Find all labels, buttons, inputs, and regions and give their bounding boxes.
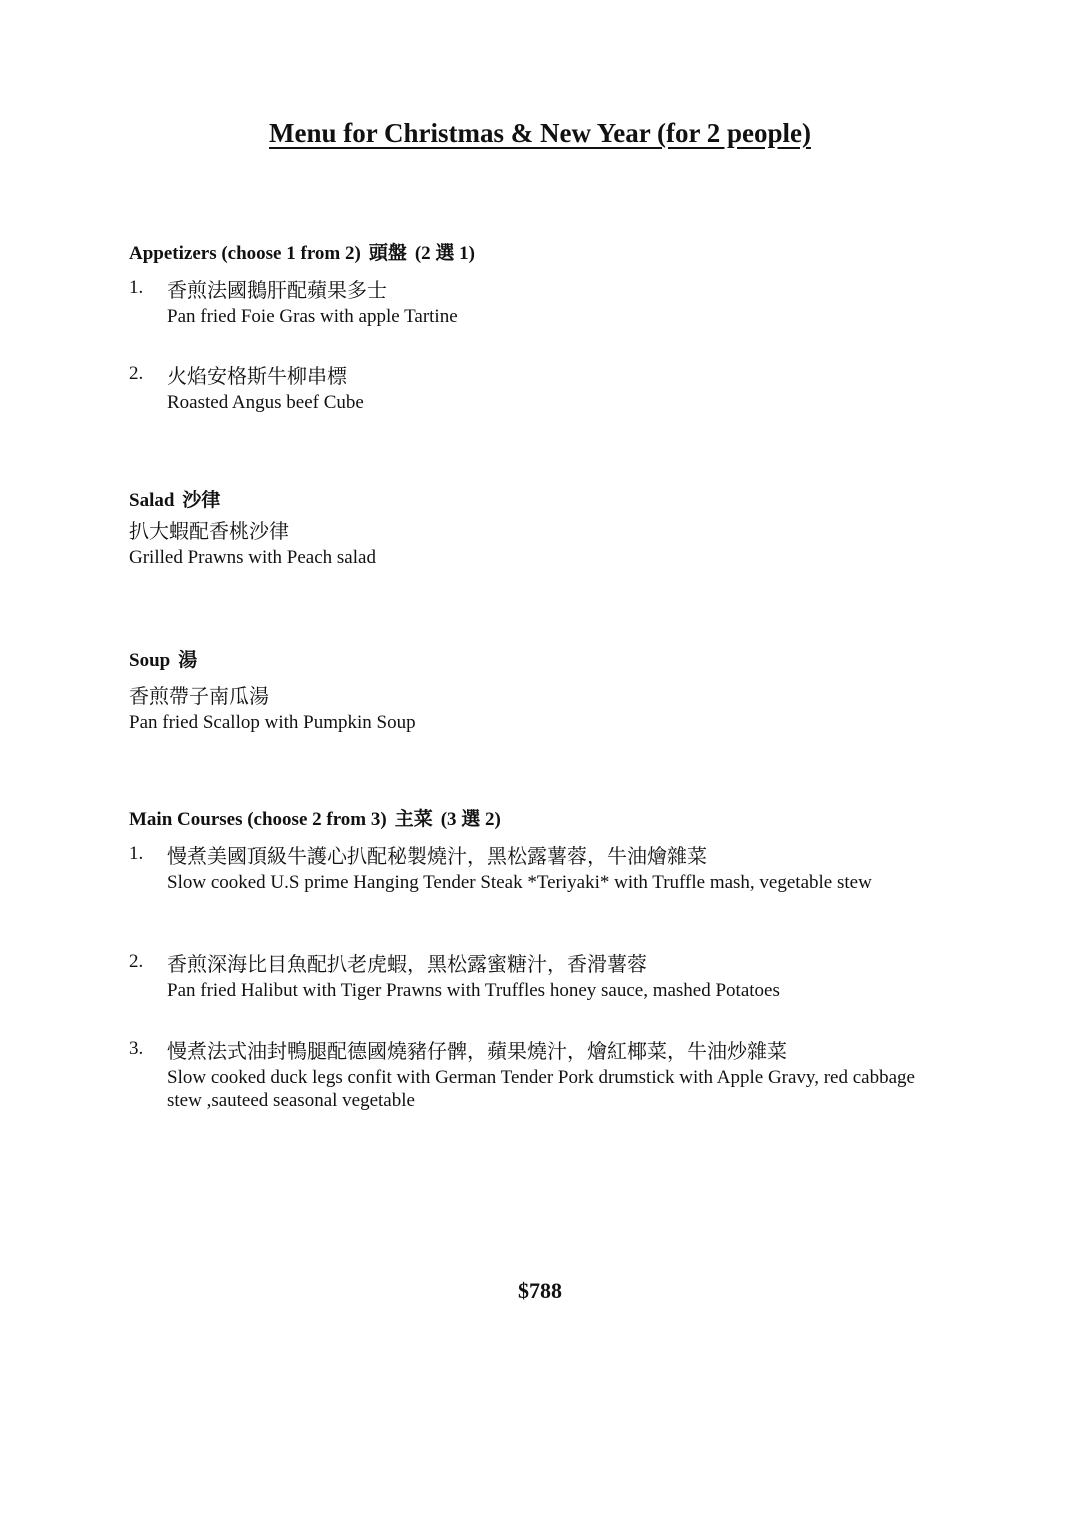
main-item-2 (129, 951, 949, 1002)
appetizers-heading-zh: 頭盤 (368, 243, 407, 264)
salad-item (129, 518, 949, 569)
item-name-en: Roasted Angus beef Cube (167, 392, 364, 413)
mains-heading-choice: (3 選 2) (440, 809, 501, 830)
appetizers-heading-en: Appetizers (choose 1 from 2) (129, 243, 361, 264)
item-name-zh: 扒大蝦配香桃沙律 (129, 521, 289, 543)
item-name-zh: 慢煮美國頂級牛護心扒配秘製燒汁，黑松露薯蓉，牛油燴雜菜 (167, 846, 707, 868)
item-name-en: Slow cooked duck legs confit with German Tender Pork drumstick with Apple Gravy, red cabbage stew ,sauteed seasonal vegetable (167, 1067, 915, 1111)
mains-heading (129, 804, 501, 831)
appetizer-item-2 (129, 363, 949, 414)
item-name-en: Pan fried Halibut with Tiger Prawns with Truffles honey sauce, mashed Potatoes (167, 980, 780, 1001)
soup-heading (129, 645, 197, 672)
menu-title: Menu for Christmas & New Year (for 2 people) (269, 118, 811, 148)
item-name-en: Pan fried Scallop with Pumpkin Soup (129, 712, 416, 733)
item-name-en: Slow cooked U.S prime Hanging Tender Steak *Teriyaki* with Truffle mash, vegetable stew (167, 872, 872, 893)
item-name-zh: 火焰安格斯牛柳串標 (167, 366, 347, 388)
soup-heading-en: Soup (129, 650, 171, 671)
appetizer-item-1 (129, 277, 949, 328)
item-number: 2. (129, 951, 144, 972)
item-name-zh: 香煎深海比目魚配扒老虎蝦，黑松露蜜糖汁，香滑薯蓉 (167, 954, 647, 976)
item-number: 2. (129, 363, 144, 384)
item-number: 1. (129, 277, 144, 298)
item-number: 1. (129, 843, 144, 864)
salad-heading-en: Salad (129, 490, 175, 511)
item-name-zh: 香煎帶子南瓜湯 (129, 686, 269, 708)
soup-item (129, 683, 949, 734)
item-name-en: Grilled Prawns with Peach salad (129, 547, 376, 568)
menu-price: $788 (518, 1278, 562, 1303)
mains-heading-en: Main Courses (choose 2 from 3) (129, 809, 387, 830)
appetizers-heading-choice: (2 選 1) (414, 243, 475, 264)
item-name-zh: 香煎法國鵝肝配蘋果多士 (167, 280, 387, 302)
mains-heading-zh: 主菜 (394, 809, 433, 830)
soup-heading-zh: 湯 (178, 650, 198, 671)
salad-heading-zh: 沙律 (182, 490, 221, 511)
appetizers-heading (129, 238, 475, 265)
salad-heading (129, 485, 220, 512)
item-number: 3. (129, 1038, 144, 1059)
item-name-en: Pan fried Foie Gras with apple Tartine (167, 306, 458, 327)
main-item-1 (129, 843, 949, 894)
item-name-zh: 慢煮法式油封鴨腿配德國燒豬仔髀，蘋果燒汁，燴紅椰菜，牛油炒雜菜 (167, 1041, 787, 1063)
main-item-3 (129, 1038, 949, 1112)
